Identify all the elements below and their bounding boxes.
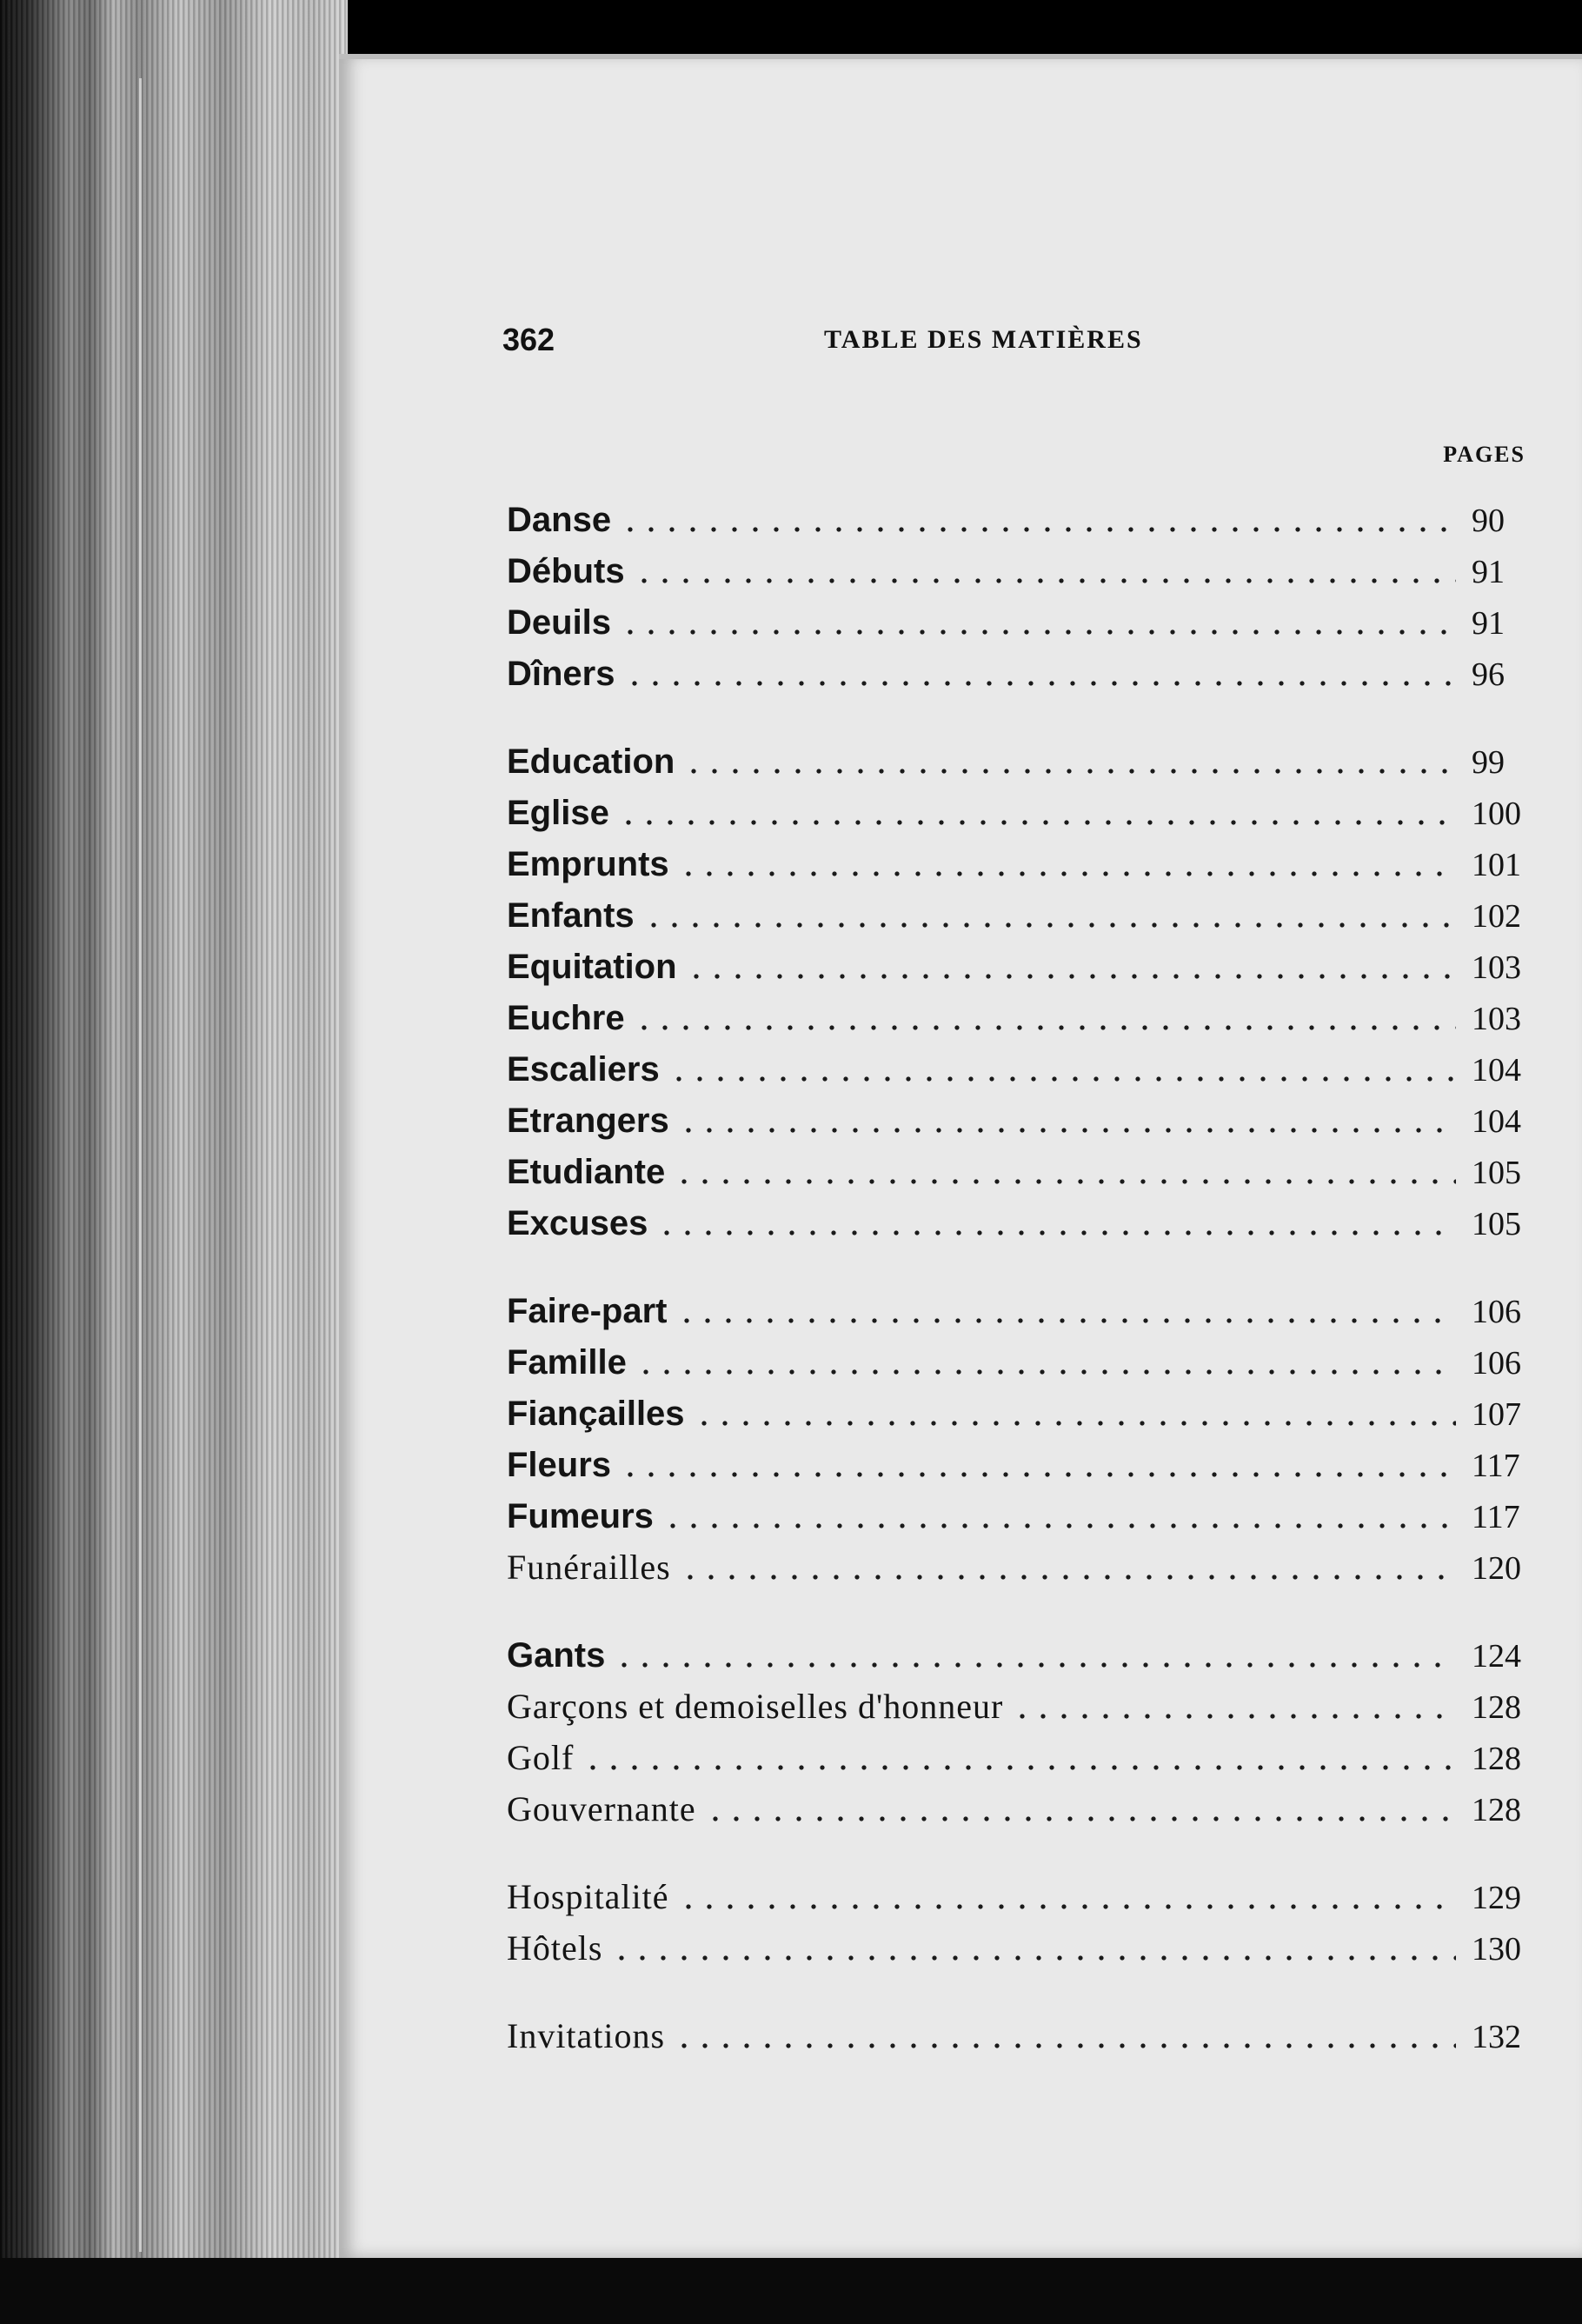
- toc-letter-group: [507, 730, 1532, 1243]
- toc-entry-page: 104: [1472, 1052, 1521, 1089]
- toc-entry-term: Garçons et demoiselles d'honneur: [507, 1687, 1004, 1726]
- toc-entry: [507, 1192, 1532, 1243]
- toc-letter-group: [507, 2005, 1532, 2056]
- dot-leader: [678, 1904, 1456, 1909]
- toc-entry-term: Famille: [507, 1343, 627, 1382]
- toc-entry: [507, 540, 1532, 591]
- toc-letter-group: [507, 1866, 1532, 1968]
- toc-entry-page: 117: [1472, 1448, 1520, 1484]
- toc-entry-term: Gouvernante: [507, 1789, 696, 1828]
- toc-entry-page: 103: [1472, 1001, 1521, 1037]
- toc-entry-page: 106: [1472, 1345, 1521, 1382]
- toc-entry: [507, 1280, 1532, 1331]
- book-edge-highlight: [139, 78, 142, 2252]
- toc-entry-term: Eglise: [507, 794, 609, 832]
- book-edge: [0, 0, 348, 2324]
- toc-entry: [507, 730, 1532, 782]
- dot-leader: [694, 1421, 1456, 1426]
- running-title: TABLE DES MATIÈRES: [824, 325, 1143, 354]
- toc-entry-term: Escaliers: [507, 1050, 660, 1089]
- toc-entry: [507, 884, 1532, 936]
- toc-entry-term: Education: [507, 742, 675, 781]
- scan-bottom-border: [0, 2258, 1582, 2324]
- dot-leader: [635, 1369, 1456, 1375]
- toc-entry-term: Débuts: [507, 552, 625, 590]
- toc-entry-page: 128: [1472, 1689, 1521, 1726]
- toc-entry-term: Fleurs: [507, 1446, 612, 1484]
- toc-entry-term: Etrangers: [507, 1102, 669, 1140]
- toc-entry-page: 99: [1472, 744, 1505, 781]
- toc-entry: [507, 591, 1532, 643]
- toc-entry-term: Invitations: [507, 2016, 666, 2055]
- toc-entry: [507, 1141, 1532, 1192]
- dot-leader: [614, 1662, 1456, 1668]
- book-page: [339, 54, 1582, 2258]
- toc-entry: [507, 1434, 1532, 1485]
- dot-leader: [582, 1765, 1456, 1770]
- toc-entry-page: 103: [1472, 949, 1521, 986]
- toc-entry: [507, 1331, 1532, 1382]
- dot-leader: [620, 1472, 1456, 1477]
- toc-entry-page: 128: [1472, 1741, 1521, 1777]
- toc-entry-page: 117: [1472, 1499, 1520, 1535]
- toc-entry-term: Hospitalité: [507, 1877, 669, 1916]
- toc-entry-term: Golf: [507, 1738, 575, 1777]
- toc-entry: [507, 1536, 1532, 1588]
- toc-entry-page: 128: [1472, 1792, 1521, 1828]
- toc-entry: [507, 1917, 1532, 1968]
- toc-entry-term: Euchre: [507, 999, 625, 1037]
- toc-entry-term: Etudiante: [507, 1153, 666, 1191]
- toc-entry: [507, 489, 1532, 540]
- page-header: [339, 322, 1582, 374]
- dot-leader: [678, 871, 1456, 876]
- toc-entry: [507, 2005, 1532, 2056]
- toc-entry-page: 130: [1472, 1931, 1521, 1968]
- toc-entry: [507, 987, 1532, 1038]
- dot-leader: [618, 820, 1456, 825]
- dot-leader: [611, 1955, 1456, 1961]
- toc-entry-page: 101: [1472, 847, 1521, 883]
- dot-leader: [678, 1128, 1456, 1133]
- toc-letter-group: [507, 489, 1532, 694]
- toc-entry-term: Gants: [507, 1636, 606, 1675]
- toc-entry-term: Dîners: [507, 655, 615, 693]
- toc-entry-page: 104: [1472, 1103, 1521, 1140]
- toc-entry-page: 124: [1472, 1638, 1521, 1675]
- toc-entry-page: 91: [1472, 554, 1505, 590]
- toc-entry-page: 132: [1472, 2019, 1521, 2055]
- dot-leader: [676, 1318, 1457, 1323]
- dot-leader: [674, 2043, 1456, 2048]
- dot-leader: [668, 1076, 1456, 1082]
- toc-entry: [507, 1485, 1532, 1536]
- toc-entry-term: Fumeurs: [507, 1497, 654, 1535]
- dot-leader: [686, 974, 1456, 979]
- toc-entry-term: Hôtels: [507, 1928, 603, 1968]
- table-of-contents: [507, 489, 1532, 2093]
- toc-entry: [507, 833, 1532, 884]
- toc-entry: [507, 1624, 1532, 1675]
- dot-leader: [634, 578, 1456, 583]
- toc-entry-page: 120: [1472, 1550, 1521, 1587]
- toc-entry: [507, 1038, 1532, 1089]
- toc-entry-term: Excuses: [507, 1204, 648, 1242]
- toc-entry: [507, 1778, 1532, 1829]
- toc-entry-page: 91: [1472, 605, 1505, 642]
- toc-entry-page: 106: [1472, 1294, 1521, 1330]
- toc-entry-term: Deuils: [507, 603, 612, 642]
- dot-leader: [634, 1025, 1456, 1030]
- dot-leader: [1012, 1714, 1456, 1719]
- dot-leader: [705, 1816, 1456, 1821]
- toc-entry: [507, 1866, 1532, 1917]
- toc-entry-term: Faire-part: [507, 1292, 668, 1330]
- toc-entry-term: Emprunts: [507, 845, 669, 883]
- toc-entry-page: 90: [1472, 503, 1505, 539]
- page-top-edge: [339, 54, 1582, 59]
- toc-entry: [507, 1675, 1532, 1727]
- toc-entry: [507, 782, 1532, 833]
- toc-entry-term: Enfants: [507, 896, 635, 935]
- toc-entry: [507, 936, 1532, 987]
- toc-entry: [507, 1089, 1532, 1141]
- toc-entry-page: 107: [1472, 1396, 1521, 1433]
- pages-column-label: PAGES: [1443, 442, 1526, 467]
- dot-leader: [620, 527, 1456, 532]
- toc-entry: [507, 643, 1532, 694]
- toc-entry-page: 129: [1472, 1880, 1521, 1916]
- dot-leader: [674, 1179, 1456, 1184]
- toc-entry-term: Fiançailles: [507, 1395, 685, 1433]
- dot-leader: [680, 1575, 1456, 1580]
- toc-entry-page: 102: [1472, 898, 1521, 935]
- dot-leader: [620, 629, 1456, 635]
- toc-entry: [507, 1727, 1532, 1778]
- dot-leader: [643, 922, 1456, 928]
- toc-entry-page: 105: [1472, 1155, 1521, 1191]
- toc-entry-page: 96: [1472, 656, 1505, 693]
- toc-entry-term: Funérailles: [507, 1548, 671, 1587]
- toc-entry-page: 105: [1472, 1206, 1521, 1242]
- toc-entry-term: Danse: [507, 501, 612, 539]
- toc-letter-group: [507, 1624, 1532, 1829]
- toc-letter-group: [507, 1280, 1532, 1588]
- dot-leader: [656, 1230, 1456, 1235]
- dot-leader: [624, 681, 1457, 686]
- page-number: 362: [502, 322, 555, 357]
- toc-entry: [507, 1382, 1532, 1434]
- toc-entry-term: Equitation: [507, 948, 677, 986]
- dot-leader: [662, 1523, 1456, 1528]
- toc-entry-page: 100: [1472, 796, 1521, 832]
- dot-leader: [683, 769, 1456, 774]
